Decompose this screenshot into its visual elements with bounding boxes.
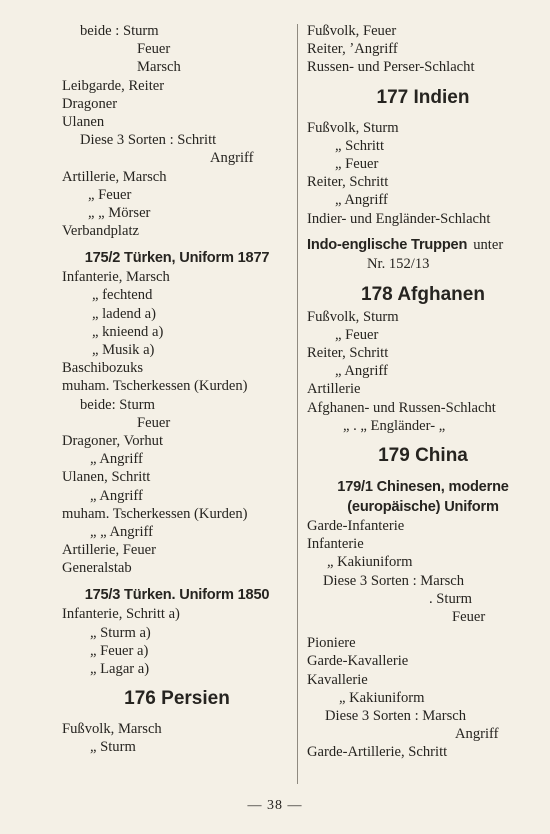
spacer [307,435,539,443]
text-line: „ Lagar a) [90,661,150,677]
text-line: Fußvolk, Marsch [62,721,162,738]
spacer [62,577,292,585]
spacer [62,678,292,686]
text-line: Fußvolk, Feuer [307,23,397,39]
spacer [62,240,292,248]
text-line: Angriff [210,150,254,167]
text-line: Baschibozuks [62,360,144,377]
text-line: Dragoner [62,95,118,112]
text-line: Artillerie, Marsch [62,168,167,185]
text-line: Fußvolk, Sturm [307,308,399,325]
text-line: Fußvolk, Sturm [307,119,399,136]
text-line: Angriff [455,726,499,743]
spacer [307,469,539,477]
section-heading: 175/3 Türken. Uniform 1850 [84,587,270,604]
text-line: „ Feuer [88,186,132,203]
text-line: Reiter, Schritt [307,174,389,191]
text-line: „ Feuer a) [90,642,149,659]
text-line: Ulanen [62,113,105,130]
column-divider [297,24,298,784]
chapter-heading: 176 Persien [124,688,230,710]
text-line: beide : Sturm [80,23,159,39]
text-line: Feuer [452,608,486,625]
section-heading: 175/2 Türken, Uniform 1877 [84,250,270,267]
text-line: „ Schritt [335,137,385,154]
text-line: muham. Tscherkessen (Kurden) [62,505,248,522]
chapter-heading: 178 Afghanen [361,283,485,305]
text-line: „ Kakiuniform [327,554,413,571]
text-line: Afghanen- und Russen-Schlacht [307,399,496,416]
text-line: Russen- und Perser-Schlacht [307,59,475,76]
text-line: Pioniere [307,635,356,652]
text-line: Dragoner, Vorhut [62,432,164,449]
text-line: Garde-Infanterie [307,518,405,534]
text-line: „ Kakiuniform [339,689,425,706]
chapter-heading: 179 China [378,445,468,466]
text-line: Marsch [137,59,181,76]
text-line: „ knieend a) [92,323,164,340]
chapter-heading: 177 Indien [376,86,470,108]
text-line: „ Feuer [335,326,379,343]
text-line: Infanterie, Marsch [62,269,170,286]
text-line: „ „ Mörser [88,204,151,221]
text-line: Indier- und Engländer-Schlacht [307,210,491,227]
text-line: „ Sturm [90,739,136,756]
text-line: „ Angriff [335,192,388,209]
text-line: „ Sturm a) [90,624,151,641]
text-line: Feuer [137,414,171,431]
text-line: . Sturm [429,590,472,607]
text-line: beide: Sturm [80,396,155,413]
text-line: Infanterie, Schritt a) [62,606,180,623]
text-line: „ Musik a) [92,342,155,358]
spacer [307,111,539,119]
text-line: Garde-Kavallerie [307,653,409,670]
right-column [307,22,539,761]
cross-reference-number: Nr. 152/13 [367,255,430,272]
text-line: Kavallerie [307,671,368,688]
text-line: muham. Tscherkessen (Kurden) [62,378,248,395]
text-line: Diese 3 Sorten : Schritt [80,132,217,149]
text-line: Diese 3 Sorten : Marsch [325,707,467,724]
text-line: „ Feuer [335,155,379,172]
text-line: Artillerie [307,381,361,398]
text-line: Infanterie [307,536,364,553]
text-line: Reiter, Schritt [307,345,389,362]
spacer [307,228,539,236]
text-line: Leibgarde, Reiter [62,77,165,94]
spacer [307,77,539,85]
text-line: Ulanen, Schritt [62,469,151,486]
text-line: „ Angriff [335,363,388,380]
left-column [62,22,292,757]
text-line: Garde-Artillerie, Schritt [307,744,448,761]
text-line: Artillerie, Feuer [62,542,157,559]
text-line: „ ladend a) [92,305,157,322]
text-line: Verbandplatz [62,223,139,240]
cross-reference-line [307,236,539,255]
text-line: „ Angriff [90,451,143,468]
cross-reference-title: Indo-englische Truppen [307,236,468,253]
text-line: „ Angriff [90,487,143,504]
text-line: „ „ Angriff [90,523,153,540]
text-line: „ . „ Engländer- „ [343,417,446,434]
spacer [307,274,539,282]
text-line: Feuer [137,41,171,58]
cross-reference-tail: unter [473,236,504,253]
text-line: Diese 3 Sorten : Marsch [323,572,465,589]
text-line: „ fechtend [92,287,153,304]
section-heading: (europäische) Uniform [347,499,499,515]
section-heading: 179/1 Chinesen, moderne [337,479,509,495]
cross-reference-heading [307,236,539,274]
spacer [62,712,292,720]
page-number: — 38 — [247,798,303,813]
text-line: Reiter, ʼAngriff [307,41,398,58]
text-line: Generalstab [62,560,132,577]
spacer [307,626,539,634]
